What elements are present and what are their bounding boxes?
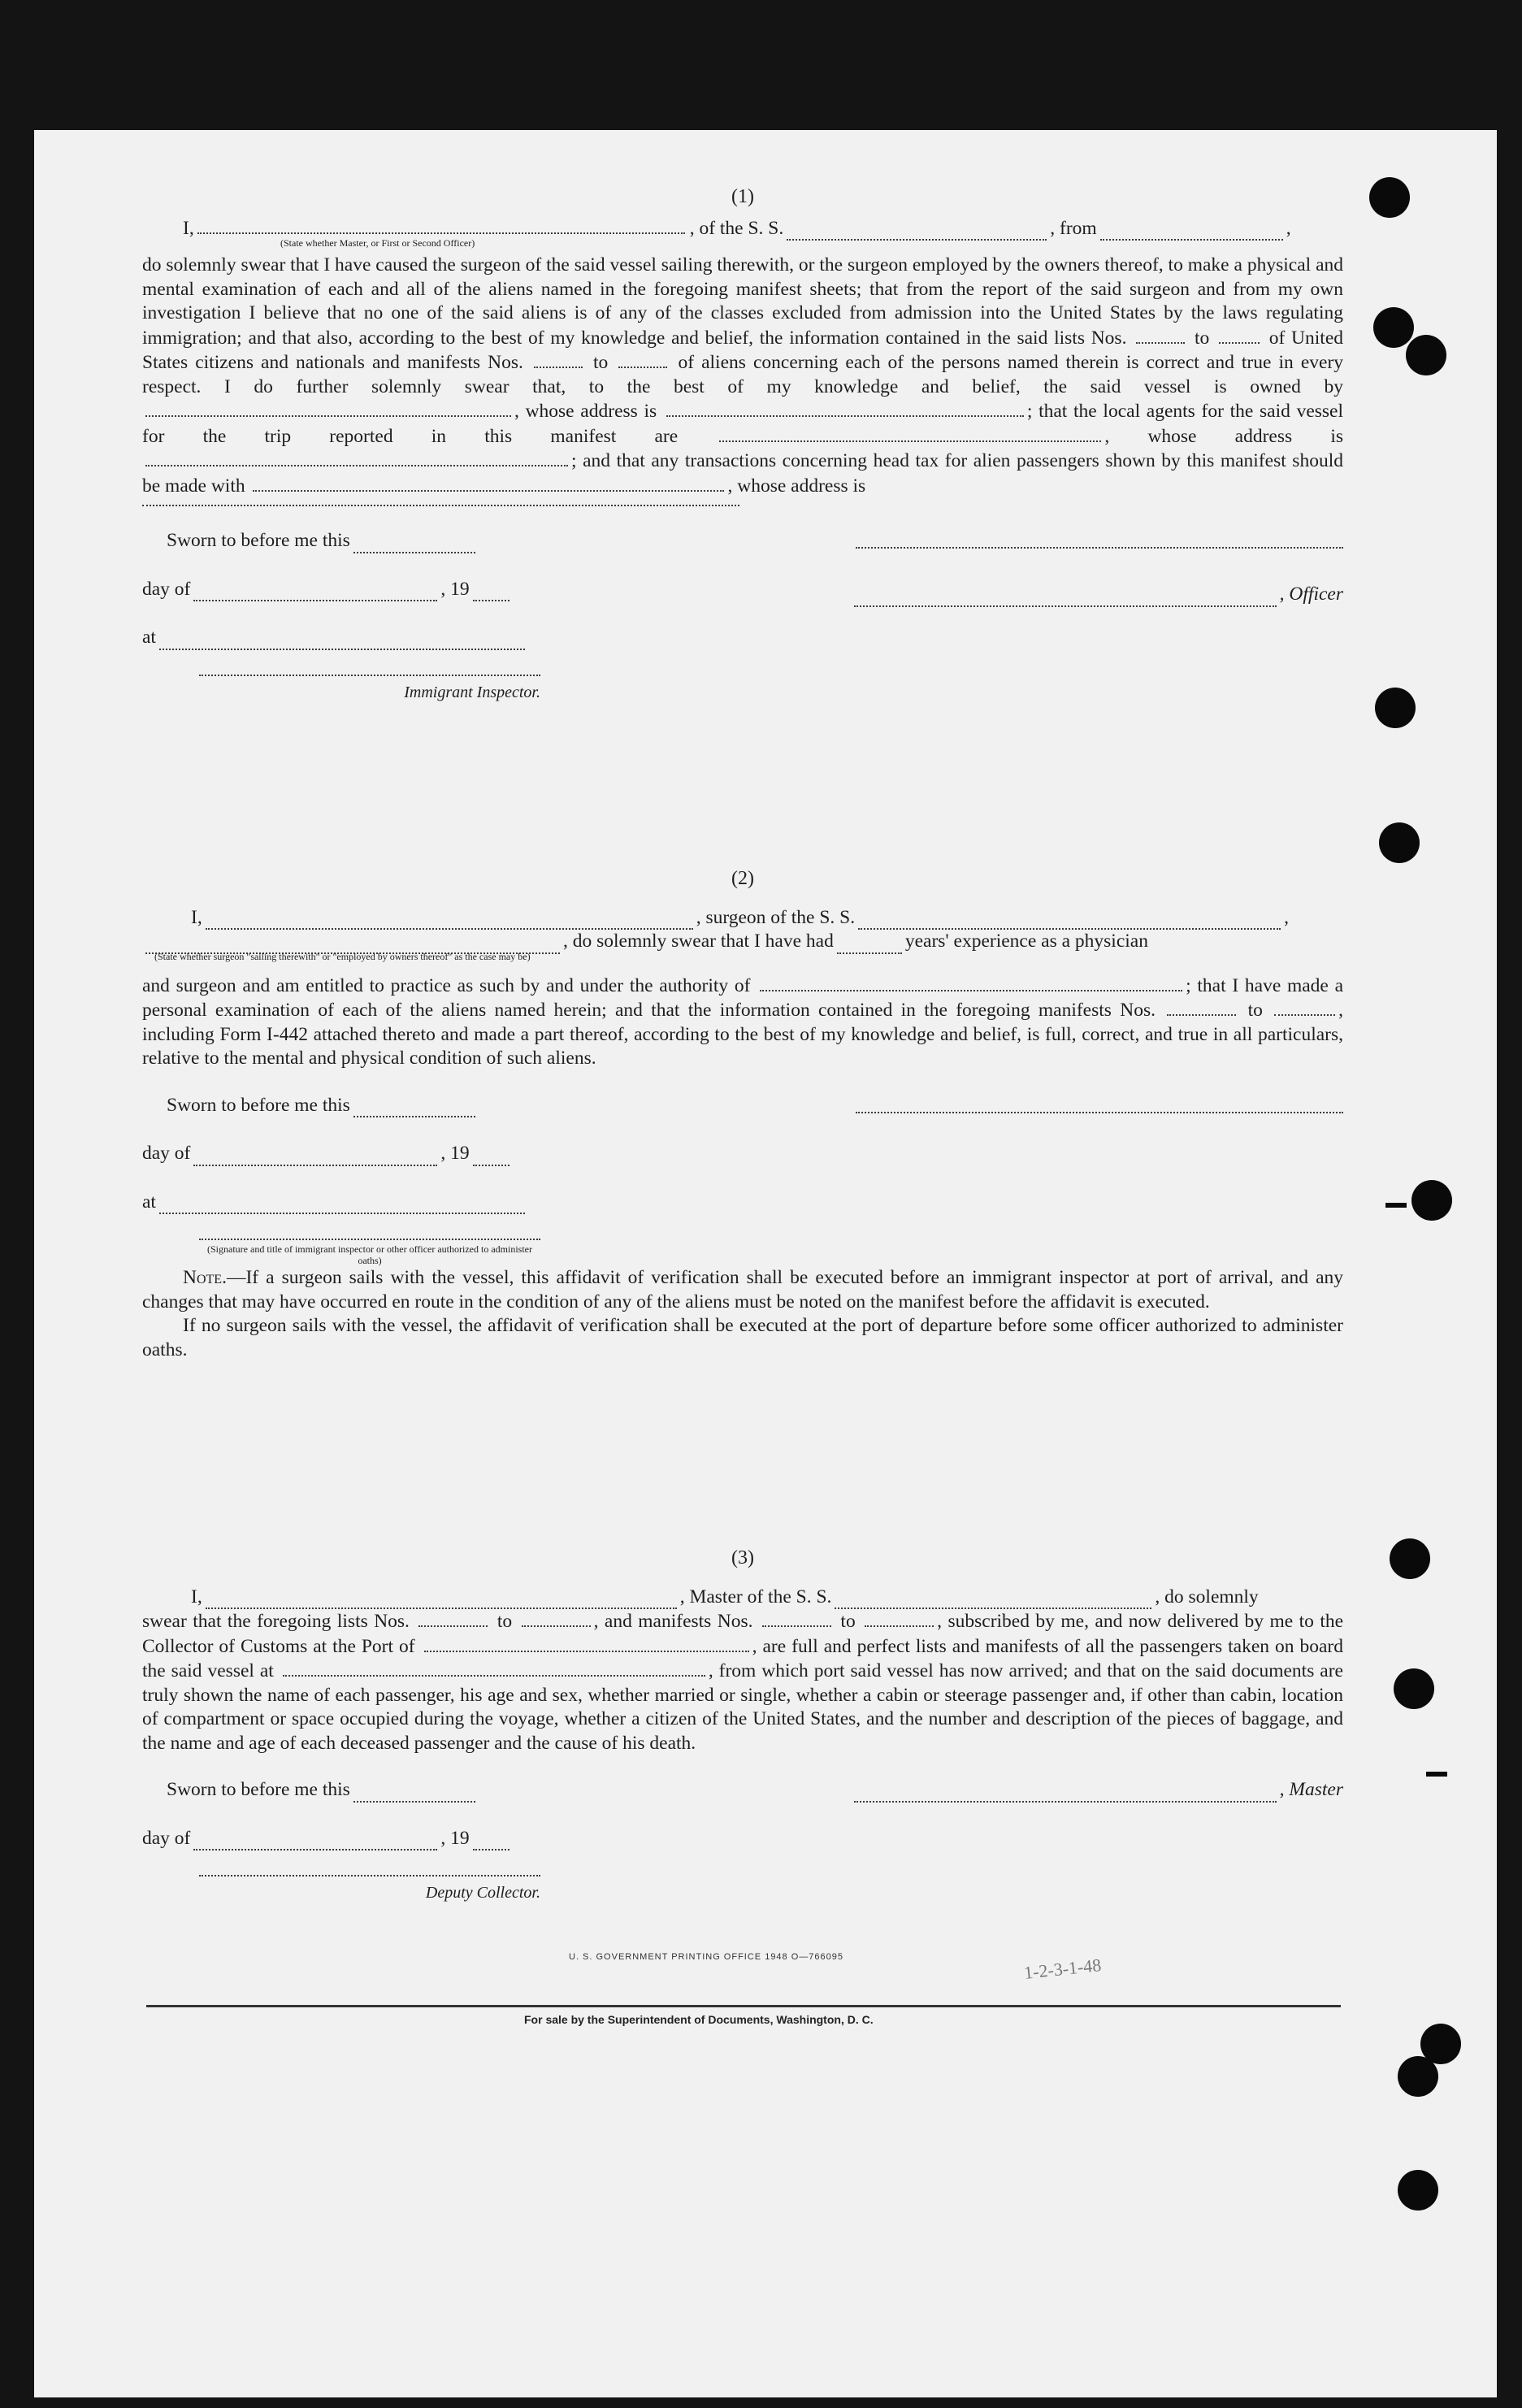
section-number: (3)	[731, 1547, 754, 1568]
year-field[interactable]	[473, 584, 510, 601]
years-field[interactable]	[837, 936, 902, 954]
binder-hole	[1373, 307, 1414, 348]
gpo-imprint: U. S. GOVERNMENT PRINTING OFFICE 1948 O—766095	[569, 1952, 843, 1962]
binder-tab	[1385, 1203, 1407, 1208]
sworn-date-field[interactable]	[353, 536, 475, 553]
binder-tab	[1426, 1772, 1447, 1777]
year-field-3[interactable]	[473, 1833, 510, 1850]
manifests-from-field-2[interactable]	[1167, 998, 1236, 1016]
master-signature-field-3[interactable]	[854, 1785, 1277, 1803]
officer-title-field[interactable]	[854, 589, 1277, 607]
sworn-date-field-2[interactable]	[353, 1100, 475, 1117]
binder-hole	[1369, 177, 1410, 218]
note-label: Note.	[183, 1267, 227, 1288]
manifests-to-field-3[interactable]	[865, 1609, 934, 1627]
manifests-from-field[interactable]	[534, 350, 583, 368]
ship-name-field-3[interactable]	[835, 1591, 1151, 1609]
agents-field[interactable]	[719, 424, 1101, 442]
binder-hole	[1406, 335, 1446, 375]
signature-block-1: Sworn to before me this day of , 19 at Immigrant Inspector. , Officer	[142, 529, 1343, 705]
authority-field[interactable]	[760, 974, 1182, 991]
lists-to-field[interactable]	[1219, 326, 1260, 344]
ship-name-field[interactable]	[787, 223, 1047, 241]
head-tax-address-field[interactable]	[142, 505, 739, 506]
section-2: (2) I, , surgeon of the S. S. , , do solemnly swear that I have had years' experience as a physician (State whether surgeon "sailing therewith" or "employed by owners thereof" as the case may be) and surgeon and am entitled to practice as such by and under the authority of ; that I have made a personal examination of each of the aliens named herein; and that the information contained in the foregoing manifests Nos. to , including Form I-442 attached thereto and made a part thereof, according to the best of my knowledge and belief, is full, correct, and true in all particulars, relative to the mental and physical condition of such aliens. Sworn to before me this day of , 19 at (Signature and title of immigrant inspector or other officer authorized to administer oaths) Note.—If a surgeon sails with the vessel, this affidavit of verification shall be executed before an immigrant inspector at port of arrival, and any changes that may have occurred en route in the condition of any of the aliens must be noted on the manifest before the affidavit is executed. If no surgeon sails with the vessel, the affidavit of verification shall be executed at the port of departure before some officer authorized to administer oaths.	[142, 867, 1343, 1362]
binder-hole	[1375, 688, 1416, 728]
binder-hole	[1394, 1668, 1434, 1709]
lists-from-field-3[interactable]	[418, 1609, 488, 1627]
footer-rule	[146, 2005, 1341, 2007]
note-text: —If a surgeon sails with the vessel, this affidavit of verification shall be executed before an immigrant inspector at port of arrival, and any changes that may have occurred en route in the condition of any of the aliens must be noted on the manifest before the affidavit is executed.	[142, 1267, 1343, 1312]
field-hint: (State whether surgeon "sailing therewith" or "employed by owners thereof" as the case may be)	[154, 950, 531, 962]
surgeon-signature-field[interactable]	[856, 1094, 1343, 1113]
inspector-signature-hint: (Signature and title of immigrant inspector or other officer authorized to administer oaths)	[199, 1239, 540, 1266]
section-number: (2)	[731, 868, 754, 889]
agents-address-field[interactable]	[145, 449, 568, 466]
owner-field[interactable]	[145, 399, 511, 417]
lists-from-field[interactable]	[1136, 326, 1185, 344]
surgeon-name-field[interactable]	[206, 912, 693, 930]
day-of-field[interactable]	[193, 584, 437, 601]
binder-hole	[1420, 2024, 1461, 2064]
lists-to-field-3[interactable]	[522, 1609, 591, 1627]
signature-block-2: Sworn to before me this day of , 19 at (Signature and title of immigrant inspector or other officer authorized to administer oaths)	[142, 1094, 1343, 1267]
port-field[interactable]	[424, 1634, 749, 1652]
inspector-signature: Immigrant Inspector.	[199, 675, 540, 705]
signature-block-3: Sworn to before me this day of , 19 Deputy Collector. , Master	[142, 1778, 1343, 1906]
manifests-from-field-3[interactable]	[762, 1609, 831, 1627]
binder-hole	[1379, 822, 1420, 863]
deputy-signature: Deputy Collector.	[199, 1875, 540, 1906]
at-field-2[interactable]	[159, 1196, 525, 1214]
sworn-date-field-3[interactable]	[353, 1785, 475, 1803]
binder-hole	[1411, 1180, 1452, 1221]
handwritten-mark: 1-2-3-1-48	[1022, 1955, 1103, 1983]
year-field-2[interactable]	[473, 1148, 510, 1166]
officer-name-field[interactable]	[197, 216, 685, 234]
section-number: (1)	[731, 186, 754, 207]
field-hint: (State whether Master, or First or Second Officer)	[280, 237, 475, 249]
day-of-field-3[interactable]	[193, 1833, 437, 1850]
owner-address-field[interactable]	[666, 399, 1024, 417]
master-signature-field[interactable]	[856, 529, 1343, 549]
from-port-field[interactable]	[1100, 223, 1283, 241]
binder-hole	[1390, 1538, 1430, 1579]
binder-hole	[1398, 2170, 1438, 2211]
departure-port-field[interactable]	[283, 1659, 705, 1677]
manifests-to-field[interactable]	[618, 350, 667, 368]
at-field[interactable]	[159, 632, 525, 650]
head-tax-field[interactable]	[253, 474, 724, 492]
section-1: (1) I, , of the S. S. , from , (State whether Master, or First or Second Officer) do solemnly swear that I have caused the surgeon of the said vessel sailing therewith, or the surgeon employed by the owners thereof, to make a physical and mental examination of each and all of the aliens named in the foregoing manifest sheets; that from the report of the said surgeon and from my own investigation I believe that no one of the said aliens is of any of the classes excluded from admission into the United States by the laws regulating immigration; and that also, according to the best of my knowledge and belief, the information contained in the said lists Nos. to of United States citizens and nationals and manifests Nos. to of aliens concerning each of the persons named therein is correct and true in every respect. I do further solemnly swear that, to the best of my knowledge and belief, the said vessel is owned by , whose address is ; that the local agents for the said vessel for the trip reported in this manifest are , whose address is ; and that any transactions concerning head tax for alien passengers shown by this manifest should be made with , whose address is Sworn to before me this day of , 19 at Immigrant Inspector. , Officer	[142, 185, 1343, 705]
section-3: (3) I, , Master of the S. S. , do solemnly swear that the foregoing lists Nos. to , and manifests Nos. to , subscribed by me, and now delivered by me to the Collector of Customs at the Port of , are full and perfect lists and manifests of all the passengers taken on board the said vessel at , from which port said vessel has now arrived; and that on the said documents are truly shown the name of each passenger, his age and sex, whether married or single, whether a cabin or steerage passenger and, if other than cabin, location of compartment or space occupied during the voyage, whether a citizen of the United States, and the number and description of the pieces of baggage, and the name and age of each deceased passenger and the cause of his death. Sworn to before me this day of , 19 Deputy Collector. , Master	[142, 1547, 1343, 1906]
note-text-2: If no surgeon sails with the vessel, the affidavit of verification shall be executed at the port of departure before some officer authorized to administer oaths.	[142, 1315, 1343, 1360]
day-of-field-2[interactable]	[193, 1148, 437, 1166]
line-master: I, , of the S. S. , from ,	[142, 216, 1343, 241]
manifests-to-field-2[interactable]	[1274, 998, 1335, 1016]
master-name-field[interactable]	[206, 1591, 677, 1609]
sale-notice: For sale by the Superintendent of Documents, Washington, D. C.	[524, 2013, 874, 2026]
ship-name-field-2[interactable]	[858, 912, 1281, 930]
